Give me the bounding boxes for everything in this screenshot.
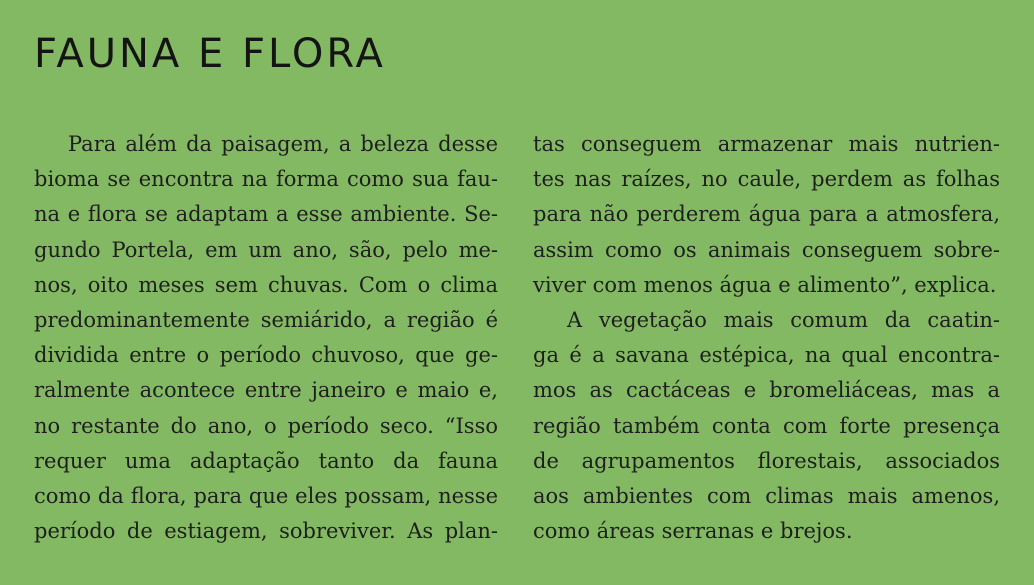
paragraph-line: como áreas serranas e brejos.: [533, 519, 853, 544]
paragraph-line: viver com menos água e alimento”, explica.: [533, 272, 997, 297]
paragraph-line: A vegetação mais comum da caatin-: [567, 307, 1000, 332]
paragraph-line: Para além da paisagem, a beleza desse: [68, 132, 498, 156]
paragraph-line: assim como os animais conseguem sobre-: [533, 237, 1000, 262]
paragraph-line: predominantemente semiárido, a região é: [34, 307, 498, 332]
paragraph-line: ga é a savana estépica, na qual encontra-: [533, 343, 1000, 368]
paragraph-line: como da flora, para que eles possam, nesse: [34, 483, 498, 508]
paragraph-line: tes nas raízes, no caule, perdem as folhas: [533, 167, 1000, 192]
paragraph-line: na e flora se adaptam a esse ambiente. Se-: [34, 202, 498, 227]
text-column-right: [533, 127, 1000, 549]
paragraph-line: nos, oito meses sem chuvas. Com o clima: [34, 272, 498, 297]
section-title: FAUNA E FLORA: [34, 31, 386, 77]
paragraph-line: período de estiagem, sobreviver. As plan-: [34, 519, 498, 544]
paragraph-line: dividida entre o período chuvoso, que ge-: [34, 343, 498, 368]
paragraph-line: bioma se encontra na forma como sua fau-: [34, 167, 498, 192]
paragraph-line: gundo Portela, em um ano, são, pelo me-: [34, 237, 498, 262]
paragraph-line: requer uma adaptação tanto da fauna: [34, 448, 498, 473]
paragraph-line: mos as cactáceas e bromeliáceas, mas a: [533, 378, 1000, 403]
paragraph-line: região também conta com forte presença: [533, 413, 1000, 438]
text-column-left: [34, 127, 498, 549]
paragraph-line: aos ambientes com climas mais amenos,: [533, 483, 1000, 508]
paragraph-line: tas conseguem armazenar mais nutrien-: [533, 132, 1000, 156]
paragraph-line: de agrupamentos florestais, associados: [533, 448, 1000, 473]
paragraph-line: no restante do ano, o período seco. “Isso: [34, 413, 498, 438]
paragraph-line: ralmente acontece entre janeiro e maio e,: [34, 378, 498, 403]
paragraph-line: para não perderem água para a atmosfera,: [533, 202, 1000, 227]
